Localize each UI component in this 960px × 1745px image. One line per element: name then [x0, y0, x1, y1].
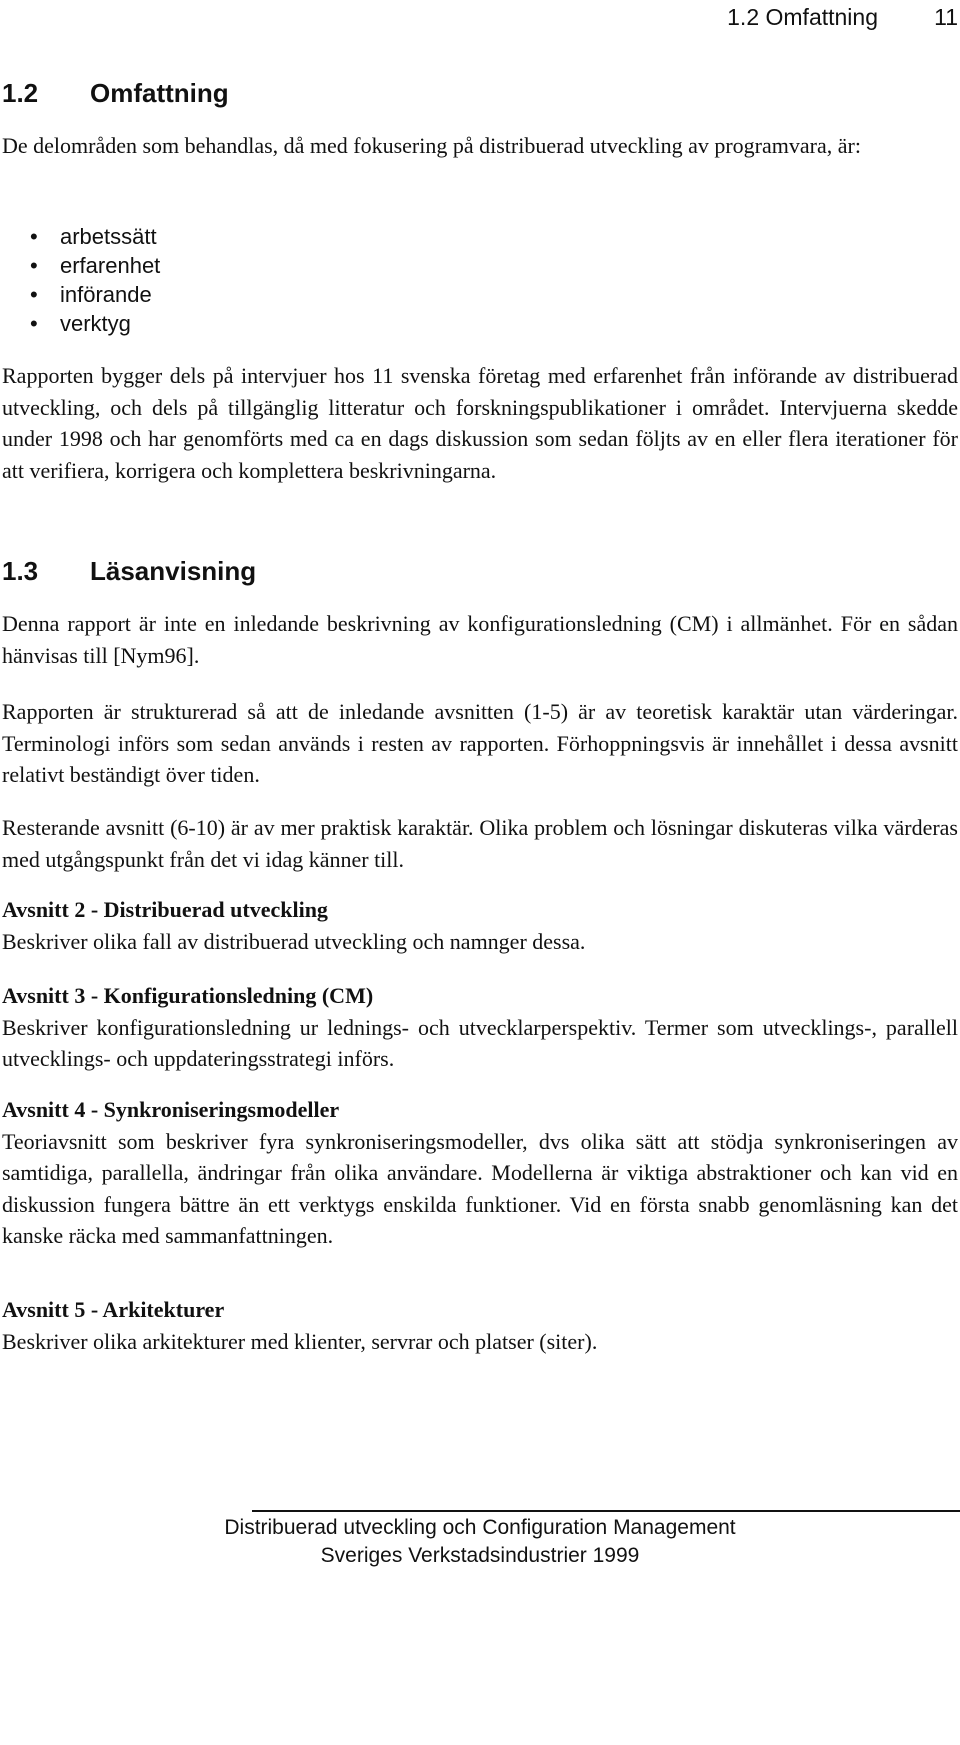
avsnitt-description: Teoriavsnitt som beskriver fyra synkroniseringsmodeller, dvs olika sätt att stödja synkroniseringen av samtidiga, parallella, ändringar från olika användare. Modellerna är viktiga abstraktioner och kan vid en diskussion fungera bättre än ett verktygs enskilda funktioner. Vid en första snabb genomläsning kan det kanske räcka med sammanfattningen. — [2, 1128, 958, 1249]
body-paragraph: Rapporten bygger dels på intervjuer hos 11 svenska företag med erfarenhet från införande av distribuerad utveckling, och dels på tillgänglig litteratur och forskningspublikationer i området. Intervjuerna skedde under 1998 och har genomförts med ca en dags diskussion som sedan följts av en eller flera iterationer för att verifiera, korrigera och komplettera beskrivningarna. — [2, 363, 958, 483]
list-item: • arbetssätt — [2, 222, 160, 251]
avsnitt-title: Avsnitt 2 - Distribuerad utveckling — [2, 897, 328, 922]
list-item: • verktyg — [2, 309, 160, 338]
paragraph-2: Rapporten är strukturerad så att de inledande avsnitten (1-5) är av teoretisk karaktär utan värderingar. Terminologi införs som sedan används i resten av rapporten. Förhoppningsvis är innehållet i dessa avsnitt relativt beständigt över tiden. — [2, 699, 958, 788]
section-title: Läsanvisning — [90, 556, 257, 586]
paragraph-3: Resterande avsnitt (6-10) är av mer praktisk karaktär. Olika problem och lösningar diskuteras vilka värderas med utgångspunkt från det vi idag känner till. — [2, 815, 958, 872]
list-item: • införande — [2, 280, 160, 309]
footer-divider — [252, 1510, 960, 1512]
avsnitt-5 — [2, 1294, 958, 1357]
avsnitt-3 — [2, 980, 958, 1075]
running-head-section: 1.2 Omfattning — [727, 4, 878, 30]
avsnitt-title: Avsnitt 4 - Synkroniseringsmodeller — [2, 1097, 340, 1122]
avsnitt-4 — [2, 1094, 958, 1252]
section-number: 1.3 — [2, 556, 39, 586]
bullet-list — [2, 222, 160, 338]
intro-paragraph: De delområden som behandlas, då med fokusering på distribuerad utveckling av programvara, är: — [2, 133, 861, 158]
avsnitt-2 — [2, 894, 958, 957]
page-number: 11 — [934, 4, 958, 30]
section-title: Omfattning — [90, 78, 229, 108]
footer-line-1: Distribuerad utveckling och Configuration Management — [224, 1516, 736, 1539]
section-heading-omfattning — [2, 78, 229, 109]
list-item: • erfarenhet — [2, 251, 160, 280]
section-number: 1.2 — [2, 78, 39, 108]
avsnitt-title: Avsnitt 3 - Konfigurationsledning (CM) — [2, 983, 374, 1008]
avsnitt-description: Beskriver olika arkitekturer med klienter, servrar och platser (siter). — [2, 1328, 598, 1354]
avsnitt-title: Avsnitt 5 - Arkitekturer — [2, 1297, 225, 1322]
avsnitt-description: Beskriver olika fall av distribuerad utveckling och namnger dessa. — [2, 928, 586, 954]
avsnitt-description: Beskriver konfigurationsledning ur lednings- och utvecklarperspektiv. Termer som utvecklings-, parallell utvecklings- och uppdateringsstrategi införs. — [2, 1014, 958, 1072]
page-footer — [0, 1514, 960, 1570]
footer-line-2: Sveriges Verkstadsindustrier 1999 — [320, 1544, 640, 1567]
section-heading-lasanvisning — [2, 556, 256, 587]
paragraph-1: Denna rapport är inte en inledande beskrivning av konfigurationsledning (CM) i allmänhet. För en sådan hänvisas till [Nym96]. — [2, 611, 958, 668]
